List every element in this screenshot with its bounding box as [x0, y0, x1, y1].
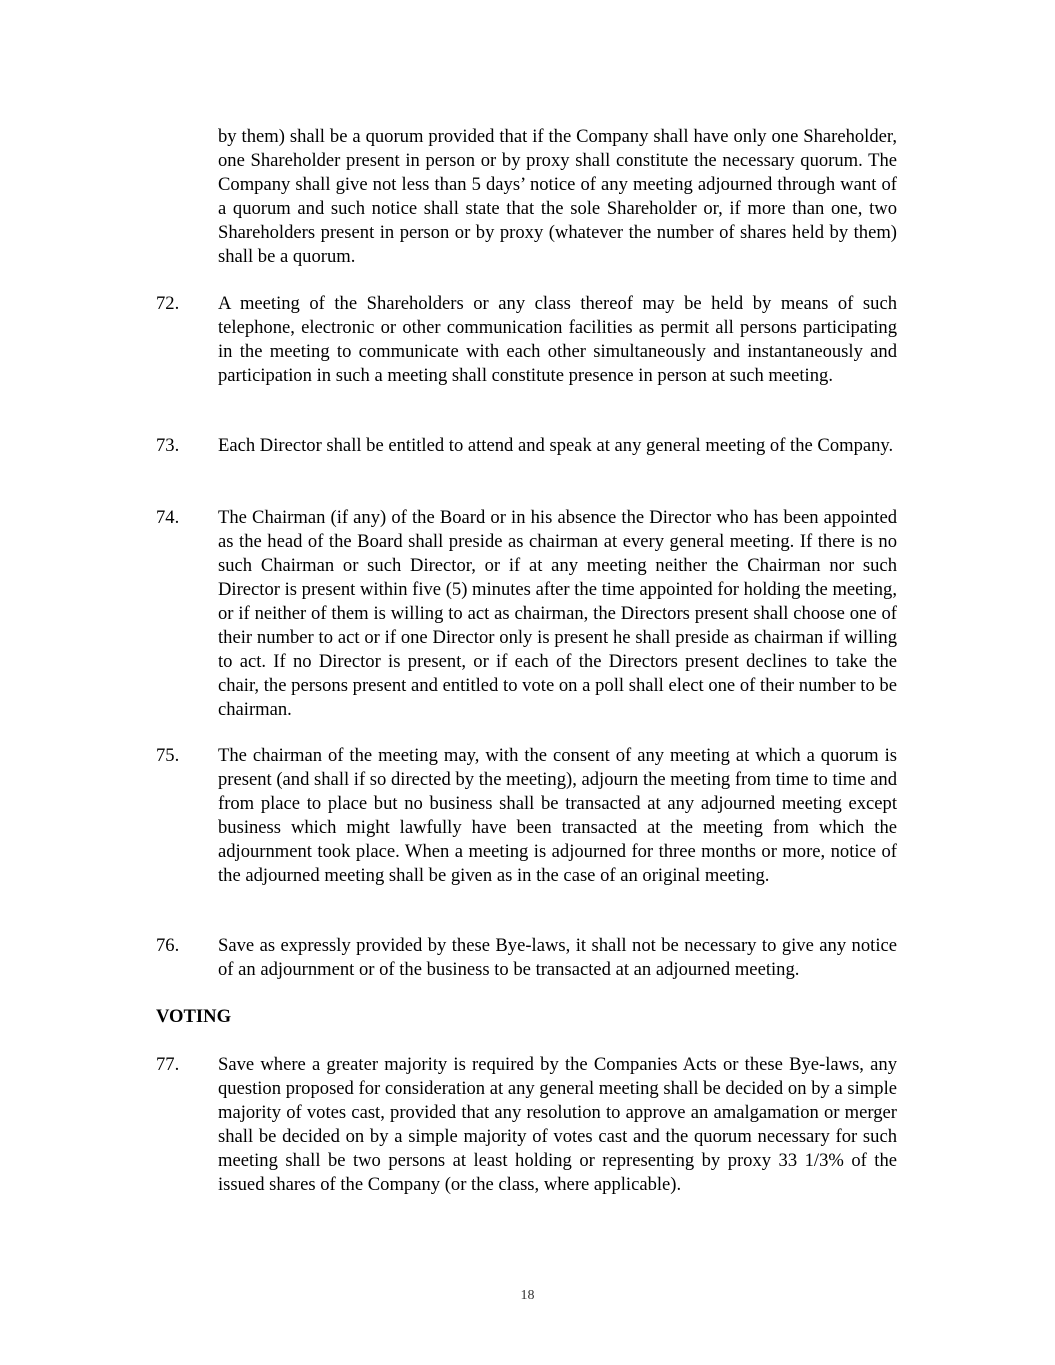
clause-number: 74.	[156, 507, 180, 528]
clause-text: Save where a greater majority is required by the Companies Acts or these Bye-laws, any question proposed for consideration at any general meeting shall be decided on by a simple majority of votes cast, provided that any resolution to approve an amalgamation or merger shall be decided on by a simple majority of votes cast and the quorum necessary for such meeting shall be two persons at least holding or representing by proxy 33 1/3% of the issued shares of the Company (or the class, where applicable).	[218, 1054, 897, 1195]
clause-text: The Chairman (if any) of the Board or in his absence the Director who has been appointed as the head of the Board shall preside as chairman at every general meeting. If there is no such Chairman or such Director, or if at any meeting neither the Chairman nor such Director is present within five (5) minutes after the time appointed for holding the meeting, or if neither of them is willing to act as chairman, the Directors present shall choose one of their number to act or if one Director only is present he shall preside as chairman if willing to act. If no Director is present, or if each of the Directors present declines to take the chair, the persons present and entitled to vote on a poll shall elect one of their number to be chairman.	[218, 507, 897, 720]
clause-number: 72.	[156, 293, 180, 314]
clause-number: 73.	[156, 435, 180, 456]
page-number: 18	[520, 1288, 535, 1303]
clause-text: Save as expressly provided by these Bye-laws, it shall not be necessary to give any notice of an adjournment or of the business to be transacted at an adjourned meeting.	[218, 935, 897, 980]
clause-number: 76.	[156, 935, 180, 956]
clause-text: A meeting of the Shareholders or any class thereof may be held by means of such telephone, electronic or other communication facilities as permit all persons participating in the meeting to communicate with each other simultaneously and instantaneously and participation in such a meeting shall constitute presence in person at such meeting.	[218, 293, 897, 386]
section-heading: VOTING	[156, 1006, 232, 1027]
clause-text: Each Director shall be entitled to attend and speak at any general meeting of the Company.	[218, 435, 894, 456]
clause-text: The chairman of the meeting may, with the consent of any meeting at which a quorum is present (and shall if so directed by the meeting), adjourn the meeting from time to time and from place to place but no business shall be transacted at any adjourned meeting except business which might lawfully have been transacted at the meeting from which the adjournment took place. When a meeting is adjourned for three months or more, notice of the adjourned meeting shall be given as in the case of an original meeting.	[218, 745, 897, 886]
clause-number: 75.	[156, 745, 180, 766]
clause-number: 77.	[156, 1054, 180, 1075]
continuation-paragraph: by them) shall be a quorum provided that if the Company shall have only one Shareholder, one Shareholder present in person or by proxy shall constitute the necessary quorum. The Company shall give not less than 5 days’ notice of any meeting adjourned through want of a quorum and such notice shall state that the sole Shareholder or, if more than one, two Shareholders present in person or by proxy (whatever the number of shares held by them) shall be a quorum.	[218, 126, 897, 267]
